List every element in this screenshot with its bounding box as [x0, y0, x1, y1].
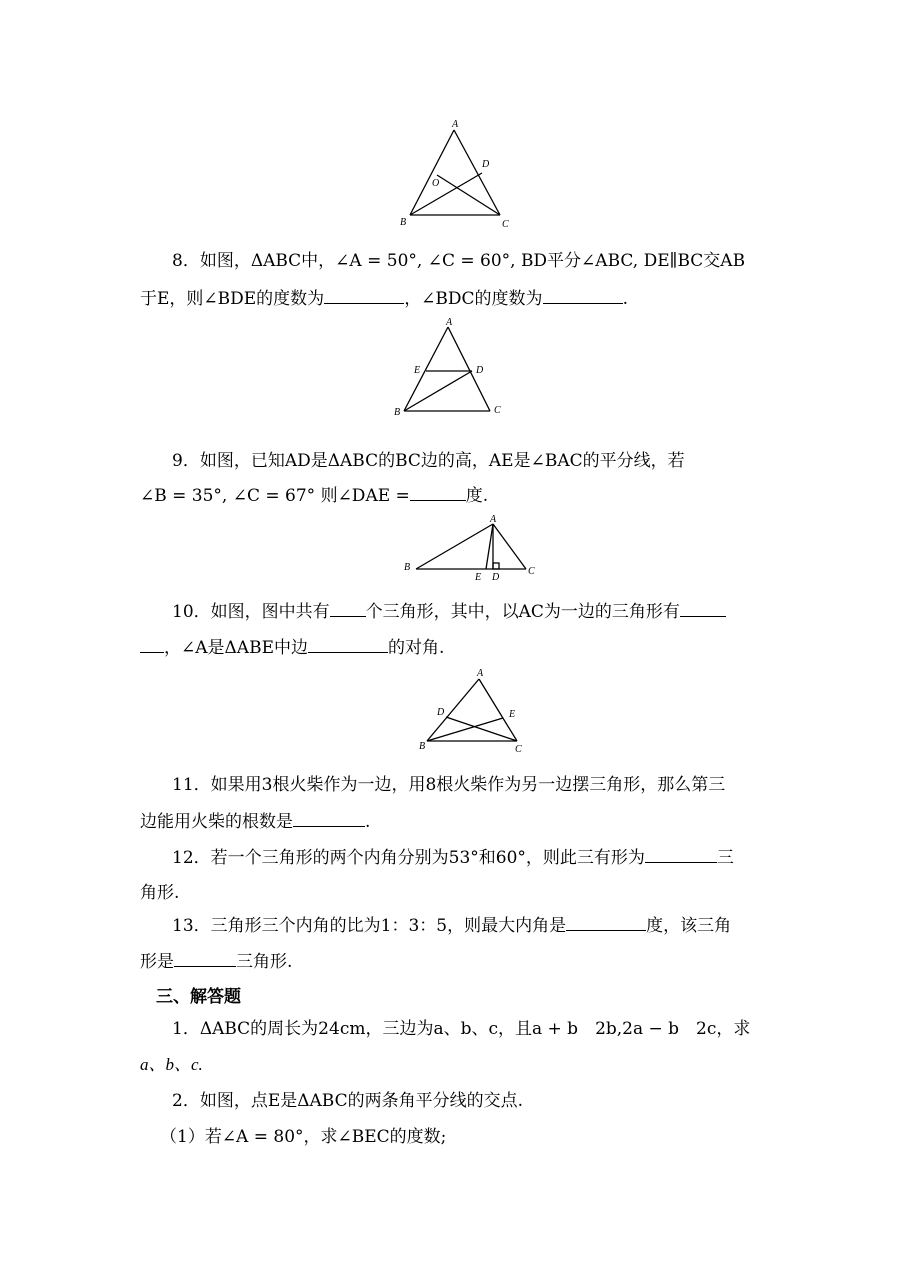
q9-line1: 9．如图，已知AD是ΔABC的BC边的高，AE是∠BAC的平分线，若 — [172, 451, 685, 471]
label-b: B — [404, 562, 411, 573]
label-d: D — [476, 365, 484, 376]
q12-blank[interactable] — [645, 846, 717, 863]
label-e: E — [414, 365, 421, 376]
q12-line1 — [172, 846, 734, 869]
q10-blank-1[interactable] — [330, 600, 366, 617]
q8-blank-2[interactable] — [543, 287, 623, 304]
label-b: B — [400, 217, 407, 228]
label-d: D — [482, 159, 490, 170]
q13-blank-1[interactable] — [566, 914, 646, 931]
q11-blank[interactable] — [293, 810, 365, 827]
q10-line1 — [172, 600, 726, 623]
q11-text-b: . — [365, 812, 371, 832]
q12-line2: 角形. — [140, 883, 180, 903]
q11-text-a: 边能用火柴的根数是 — [140, 812, 293, 832]
q9-blank[interactable] — [410, 484, 466, 501]
q10-blank-2[interactable] — [680, 600, 726, 617]
label-a: A — [490, 514, 497, 525]
label-e: E — [509, 709, 516, 720]
q13-text-b: 度，该三角 — [646, 916, 732, 936]
label-e: E — [475, 572, 482, 582]
q10-blank-2-cont[interactable] — [140, 636, 164, 653]
q10-line2 — [140, 636, 444, 659]
q9-text-b: 度. — [465, 486, 489, 506]
label-c: C — [502, 219, 509, 230]
q8-text-b: ，∠BDC的度数为 — [404, 289, 543, 309]
label-a: A — [477, 668, 484, 679]
label-b: B — [394, 407, 401, 418]
figure-q8 — [390, 315, 510, 425]
label-a: A — [446, 317, 453, 328]
q10-text-c: ，∠A是ΔABE中边 — [164, 638, 308, 658]
label-d: D — [437, 707, 445, 718]
p2-line1: 2．如图，点E是ΔABC的两条角平分线的交点. — [172, 1091, 523, 1111]
label-a: A — [452, 119, 459, 130]
label-o: O — [432, 178, 440, 189]
q10-text-a: 10．如图，图中共有 — [172, 602, 330, 622]
q8-text-c: . — [622, 289, 628, 309]
q13-blank-2[interactable] — [174, 950, 236, 967]
q8-text-a: 于E，则∠BDE的度数为 — [140, 289, 325, 309]
label-d: D — [492, 572, 500, 582]
q13-line2 — [140, 950, 292, 973]
figure-triangle-abc-o — [390, 115, 520, 235]
label-c: C — [494, 405, 501, 416]
section-title-answers: 三、解答题 — [156, 987, 241, 1007]
label-b: B — [419, 741, 426, 752]
figure-q10 — [415, 665, 530, 755]
label-c: C — [528, 566, 535, 577]
q10-text-b: 个三角形，其中，以AC为一边的三角形有 — [365, 602, 680, 622]
q12-text-b: 三 — [716, 848, 734, 868]
q10-blank-3[interactable] — [308, 636, 388, 653]
q11-line2 — [140, 810, 370, 833]
q9-text-a: ∠B = 35°, ∠C = 67° 则∠DAE = — [140, 486, 410, 506]
q9-line2 — [140, 484, 488, 507]
q12-text-a: 12．若一个三角形的两个内角分别为53°和60°，则此三有形为 — [172, 848, 645, 868]
q13-text-d: 三角形. — [236, 952, 293, 972]
figure-q9 — [400, 512, 545, 582]
q11-line1: 11．如果用3根火柴作为一边，用8根火柴作为另一边摆三角形，那么第三 — [172, 775, 726, 795]
q8-line2 — [140, 287, 628, 310]
q8-blank-1[interactable] — [324, 287, 404, 304]
q8-line1: 8．如图，ΔABC中，∠A = 50°, ∠C = 60°, BD平分∠ABC, DE∥BC交AB — [172, 251, 746, 271]
p1-line2: a、b、c. — [140, 1055, 203, 1074]
p1-line1: 1．ΔABC的周长为24cm，三边为a、b、c，且a + b 2b,2a − b 2c，求 — [172, 1019, 751, 1039]
p2-line2: （1）若∠A = 80°，求∠BEC的度数; — [160, 1127, 447, 1147]
q13-text-c: 形是 — [140, 952, 174, 972]
q13-text-a: 13．三角形三个内角的比为1：3：5，则最大内角是 — [172, 916, 567, 936]
label-c: C — [515, 744, 522, 755]
q10-text-d: 的对角. — [387, 638, 445, 658]
q13-line1 — [172, 914, 731, 937]
